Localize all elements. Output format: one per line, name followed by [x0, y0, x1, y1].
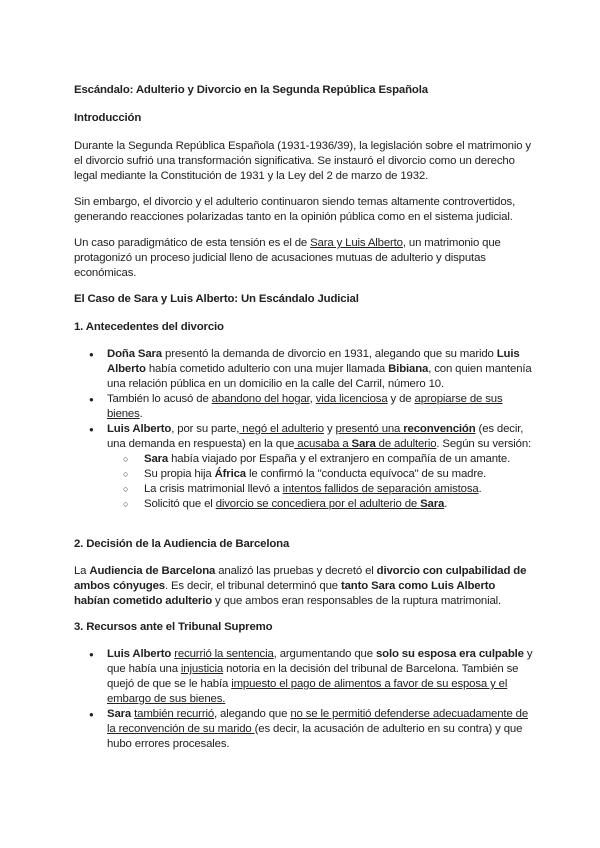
section-3-list — [89, 647, 535, 752]
sub-list-item: ○ Su propia hija África le confirmó la "conducta equívoca" de su madre. — [117, 467, 535, 482]
case-heading: El Caso de Sara y Luis Alberto: Un Escándalo Judicial — [74, 293, 359, 305]
list-item: ● Sara también recurrió, alegando que no se le permitió defenderse adecuadamente de la reconvención de su marido (es decir, la acusación de adulterio en su contra) y que hubo errores procesales. — [89, 707, 535, 752]
sub-list-item: ○ Sara había viajado por España y el extranjero en compañía de un amante. — [117, 452, 535, 467]
section-2-heading: 2. Decisión de la Audiencia de Barcelona — [74, 538, 290, 550]
case-link: Sara y Luis Alberto — [310, 237, 403, 249]
document-title: Escándalo: Adulterio y Divorcio en la Segunda República Española — [74, 84, 428, 96]
section-3-heading: 3. Recursos ante el Tribunal Supremo — [74, 621, 273, 633]
list-item: ● Doña Sara presentó la demanda de divorcio en 1931, alegando que su marido Luis Alberto había cometido adulterio con una mujer llamada Bibiana, con quien mantenía una relación pública en un domicilio en la calle del Carril, número 10. — [89, 347, 535, 392]
list-item: ● También lo acusó de abandono del hogar, vida licenciosa y de apropiarse de sus bienes. — [89, 392, 535, 422]
sub-list-item: ○ Solicitó que el divorcio se concediera por el adulterio de Sara. — [117, 497, 535, 512]
intro-paragraph-2: Sin embargo, el divorcio y el adulterio continuaron siendo temas altamente controvertidos, generando reacciones polarizadas tanto en la opinión pública como en el sistema judicial. — [74, 196, 516, 223]
intro-heading: Introducción — [74, 112, 142, 124]
list-item: ● Luis Alberto, por su parte, negó el adulterio y presentó una reconvención (es decir, una demanda en respuesta) en la que acusaba a Sara de adulterio. Según su versión: ○ Sara había viajado por España y el extranjero en compañía de un amante. ○ Su propia hija África le confirmó la "conducta equívoca" de su madre. ○ La crisis matrimonial llevó a intentos fallidos de separación amistosa. ○ Solicitó que el divorcio se concediera por el adulterio de Sara. — [89, 422, 535, 512]
intro-paragraph-3: Un caso paradigmático de esta tensión es el de Sara y Luis Alberto, un matrimonio que protagonizó un proceso judicial lleno de acusaciones mutuas de adulterio y disputas económicas. — [74, 237, 501, 279]
section-2-paragraph: La Audiencia de Barcelona analizó las pruebas y decretó el divorcio con culpabilidad de ambos cónyuges. Es decir, el tribunal determinó que tanto Sara como Luis Alberto habían cometido adulterio y que ambos eran responsables de la ruptura matrimonial. — [74, 565, 527, 607]
section-1-list — [89, 347, 535, 512]
list-item: ● Luis Alberto recurrió la sentencia, argumentando que solo su esposa era culpable y que había una injusticia notoria en la decisión del tribunal de Barcelona. También se quejó de que se le había impuesto el pago de alimentos a favor de su esposa y el embargo de sus bienes. — [89, 647, 535, 707]
sub-list-item: ○ La crisis matrimonial llevó a intentos fallidos de separación amistosa. — [117, 482, 535, 497]
intro-paragraph-1: Durante la Segunda República Española (1931-1936/39), la legislación sobre el matrimonio y el divorcio sufrió una transformación significativa. Se instauró el divorcio como un derecho legal mediante la Constitución de 1931 y la Ley del 2 de marzo de 1932. — [74, 140, 531, 182]
section-1-heading: 1. Antecedentes del divorcio — [74, 321, 224, 333]
sub-list — [107, 452, 535, 512]
